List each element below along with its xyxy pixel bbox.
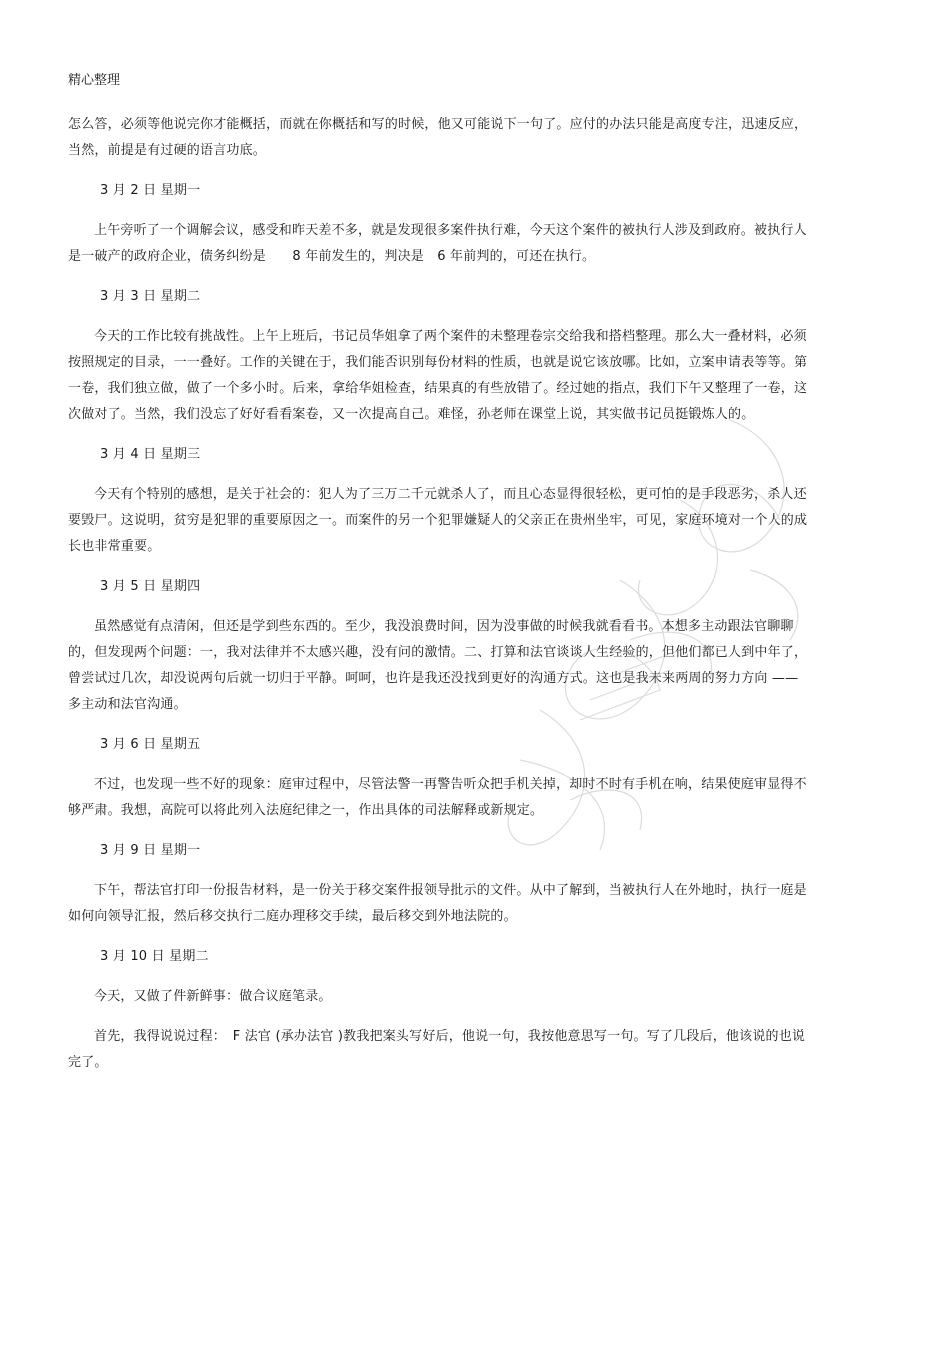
diary-date: 3 月 9 日 星期一 <box>100 843 201 858</box>
paragraph: 怎么答，必须等他说完你才能概括，而就在你概括和写的时候，他又可能说下一句了。应付的办法只能是高度专注，迅速反应，当然，前提是有过硬的语言功底。 <box>68 117 808 158</box>
paragraph: 首先，我得说说过程： F 法官 (承办法官 )教我把案头写好后，他说一句，我按他意思写一句。写了几段后，他该说的也说完了。 <box>68 1029 806 1070</box>
document-body <box>68 112 808 1090</box>
paragraph: 今天，又做了件新鲜事：做合议庭笔录。 <box>94 989 332 1004</box>
paragraph: 下午，帮法官打印一份报告材料，是一份关于移交案件报领导批示的文件。从中了解到，当被执行人在外地时，执行一庭是如何向领导汇报，然后移交执行二庭办理移交手续，最后移交到外地法院的。 <box>68 883 807 924</box>
paragraph: 不过，也发现一些不好的现象：庭审过程中，尽管法警一再警告听众把手机关掉，却时不时有手机在响，结果使庭审显得不够严肃。我想，高院可以将此列入法庭纪律之一，作出具体的司法解释或新规定。 <box>68 777 807 818</box>
diary-date: 3 月 6 日 星期五 <box>100 737 201 752</box>
diary-date: 3 月 2 日 星期一 <box>100 183 201 198</box>
diary-date: 3 月 5 日 星期四 <box>100 579 201 594</box>
diary-date: 3 月 4 日 星期三 <box>100 447 201 462</box>
paragraph: 上午旁听了一个调解会议，感受和昨天差不多，就是发现很多案件执行难，今天这个案件的被执行人涉及到政府。被执行人是一破产的政府企业，债务纠纷是 8 年前发生的，判决是 6 年前判的，可还在执行。 <box>68 223 807 264</box>
diary-date: 3 月 10 日 星期二 <box>100 949 209 964</box>
paragraph: 虽然感觉有点清闲，但还是学到些东西的。至少，我没浪费时间，因为没事做的时候我就看看书。本想多主动跟法官聊聊的，但发现两个问题：一，我对法律并不太感兴趣，没有问的激情。二、打算和法官谈谈人生经验的，但他们都已人到中年了，曾尝试过几次，却没说两句后就一切归于平静。呵呵，也许是我还没找到更好的沟通方式。这也是我未来两周的努力方向 ——多主动和法官沟通。 <box>68 619 808 712</box>
page-header: 精心整理 <box>68 73 121 88</box>
paragraph: 今天有个特别的感想，是关于社会的：犯人为了三万二千元就杀人了，而且心态显得很轻松，更可怕的是手段恶劣，杀人还要毁尸。这说明，贫穷是犯罪的重要原因之一。而案件的另一个犯罪嫌疑人的父亲正在贵州坐牢，可见，家庭环境对一个人的成长也非常重要。 <box>68 487 808 554</box>
paragraph: 今天的工作比较有挑战性。上午上班后，书记员华姐拿了两个案件的未整理卷宗交给我和搭档整理。那么大一叠材料，必须按照规定的目录，一一叠好。工作的关键在于，我们能否识别每份材料的性质，也就是说它该放哪。比如，立案申请表等等。第一卷，我们独立做，做了一个多小时。后来，拿给华姐检查，结果真的有些放错了。经过她的指点，我们下午又整理了一卷，这次做对了。当然，我们没忘了好好看看案卷，又一次提高自己。难怪，孙老师在课堂上说，其实做书记员挺锻炼人的。 <box>68 329 808 422</box>
diary-date: 3 月 3 日 星期二 <box>100 289 201 304</box>
